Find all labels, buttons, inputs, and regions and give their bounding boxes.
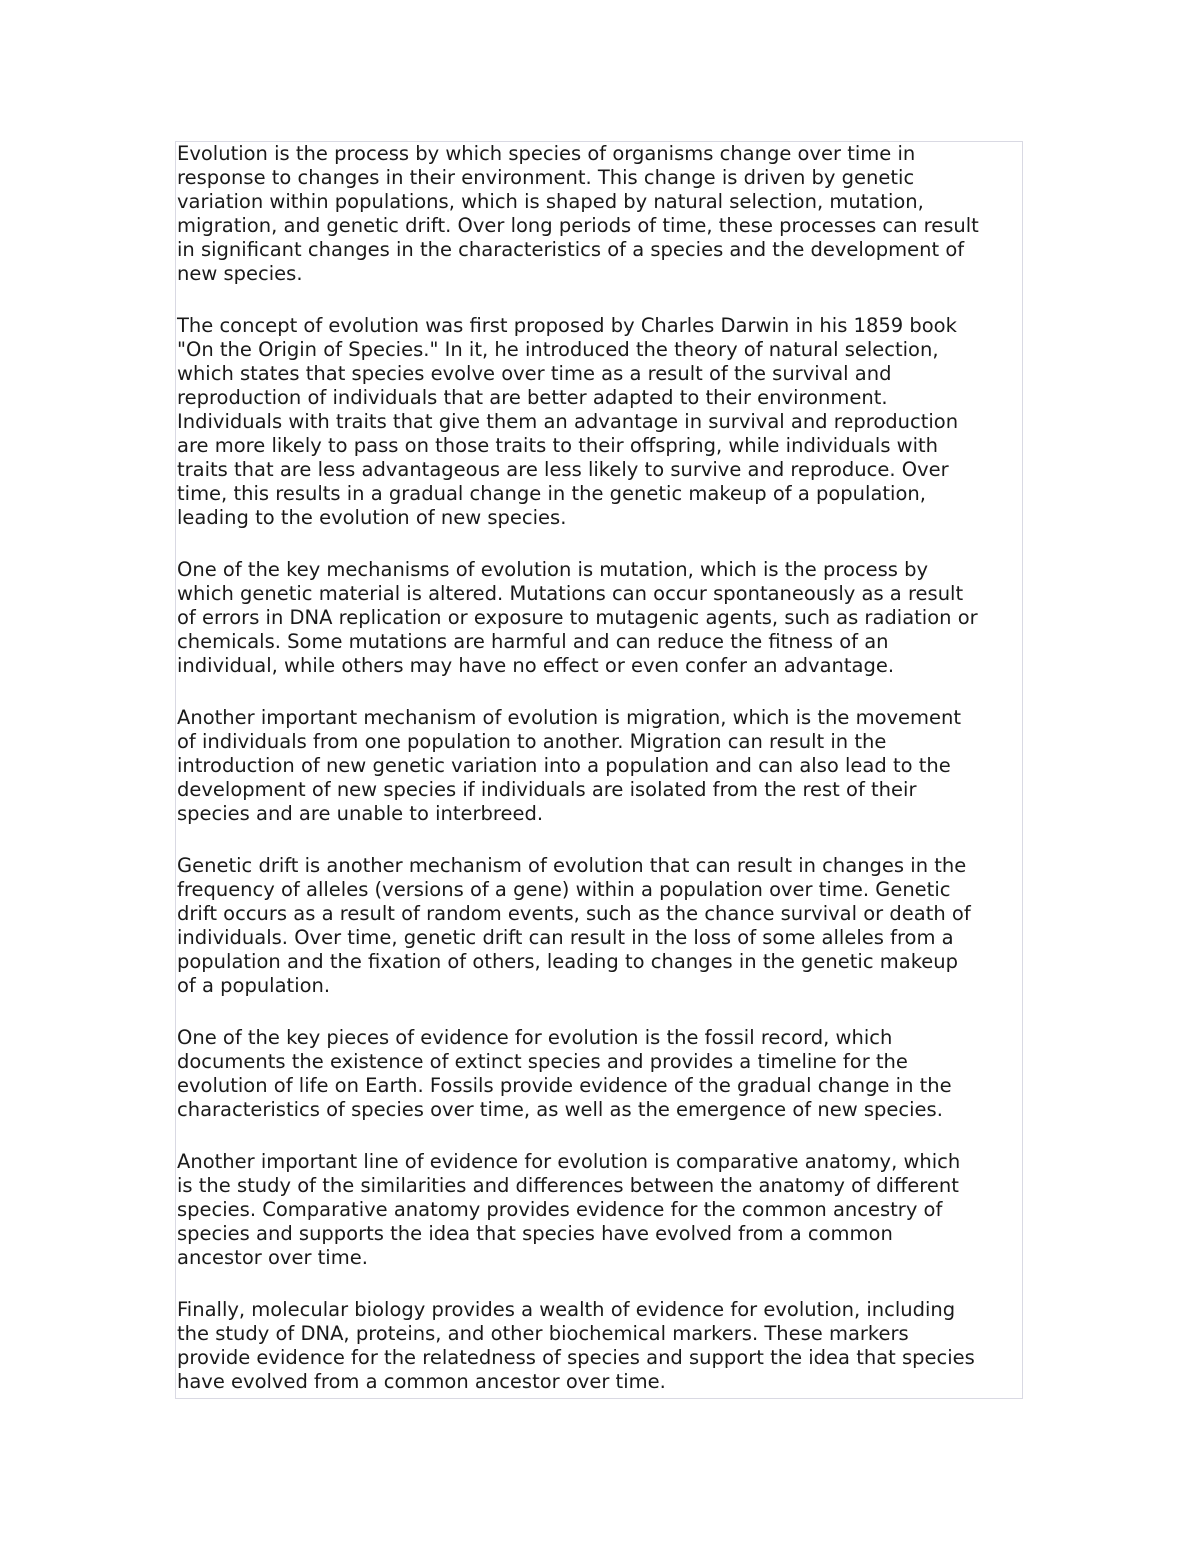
paragraph-mutation: One of the key mechanisms of evolution is mutation, which is the process by which genetic material is altered. Mutations can occur spontaneously as a result of errors in DNA replication or exposure to mutagenic agents, such as radiation or chemicals. Some mutations are harmful and can reduce the fitness of an individual, while others may have no effect or even confer an advantage.	[177, 558, 978, 677]
document-text-box	[175, 141, 1023, 1399]
paragraph-migration: Another important mechanism of evolution is migration, which is the movement of individuals from one population to another. Migration can result in the introduction of new genetic variation into a population and can also lead to the development of new species if individuals are isolated from the rest of their species and are unable to interbreed.	[177, 706, 962, 825]
paragraph-genetic-drift: Genetic drift is another mechanism of evolution that can result in changes in the frequency of alleles (versions of a gene) within a population over time. Genetic drift occurs as a result of random events, such as the chance survival or death of individuals. Over time, genetic drift can result in the loss of some alleles from a population and the fixation of others, leading to changes in the genetic makeup of a population.	[177, 854, 971, 997]
paragraph-darwin-natural-selection: The concept of evolution was first proposed by Charles Darwin in his 1859 book "On the Origin of Species." In it, he introduced the theory of natural selection, which states that species evolve over time as a result of the survival and reproduction of individuals that are better adapted to their environment. Individuals with traits that give them an advantage in survival and reproduction are more likely to pass on those traits to their offspring, while individuals with traits that are less advantageous are less likely to survive and reproduce. Over time, this results in a gradual change in the genetic makeup of a population, leading to the evolution of new species.	[177, 314, 959, 529]
paragraph-fossil-record: One of the key pieces of evidence for evolution is the fossil record, which documents the existence of extinct species and provides a timeline for the evolution of life on Earth. Fossils provide evidence of the gradual change in the characteristics of species over time, as well as the emergence of new species.	[177, 1026, 952, 1121]
paragraph-comparative-anatomy: Another important line of evidence for evolution is comparative anatomy, which is the study of the similarities and differences between the anatomy of different species. Comparative anatomy provides evidence for the common ancestry of species and supports the idea that species have evolved from a common ancestor over time.	[177, 1150, 961, 1269]
paragraph-molecular-biology: Finally, molecular biology provides a wealth of evidence for evolution, including the study of DNA, proteins, and other biochemical markers. These markers provide evidence for the relatedness of species and support the idea that species have evolved from a common ancestor over time.	[177, 1298, 975, 1393]
paragraph-evolution-definition: Evolution is the process by which species of organisms change over time in response to changes in their environment. This change is driven by genetic variation within populations, which is shaped by natural selection, mutation, migration, and genetic drift. Over long periods of time, these processes can result in significant changes in the characteristics of a species and the development of new species.	[177, 142, 979, 285]
